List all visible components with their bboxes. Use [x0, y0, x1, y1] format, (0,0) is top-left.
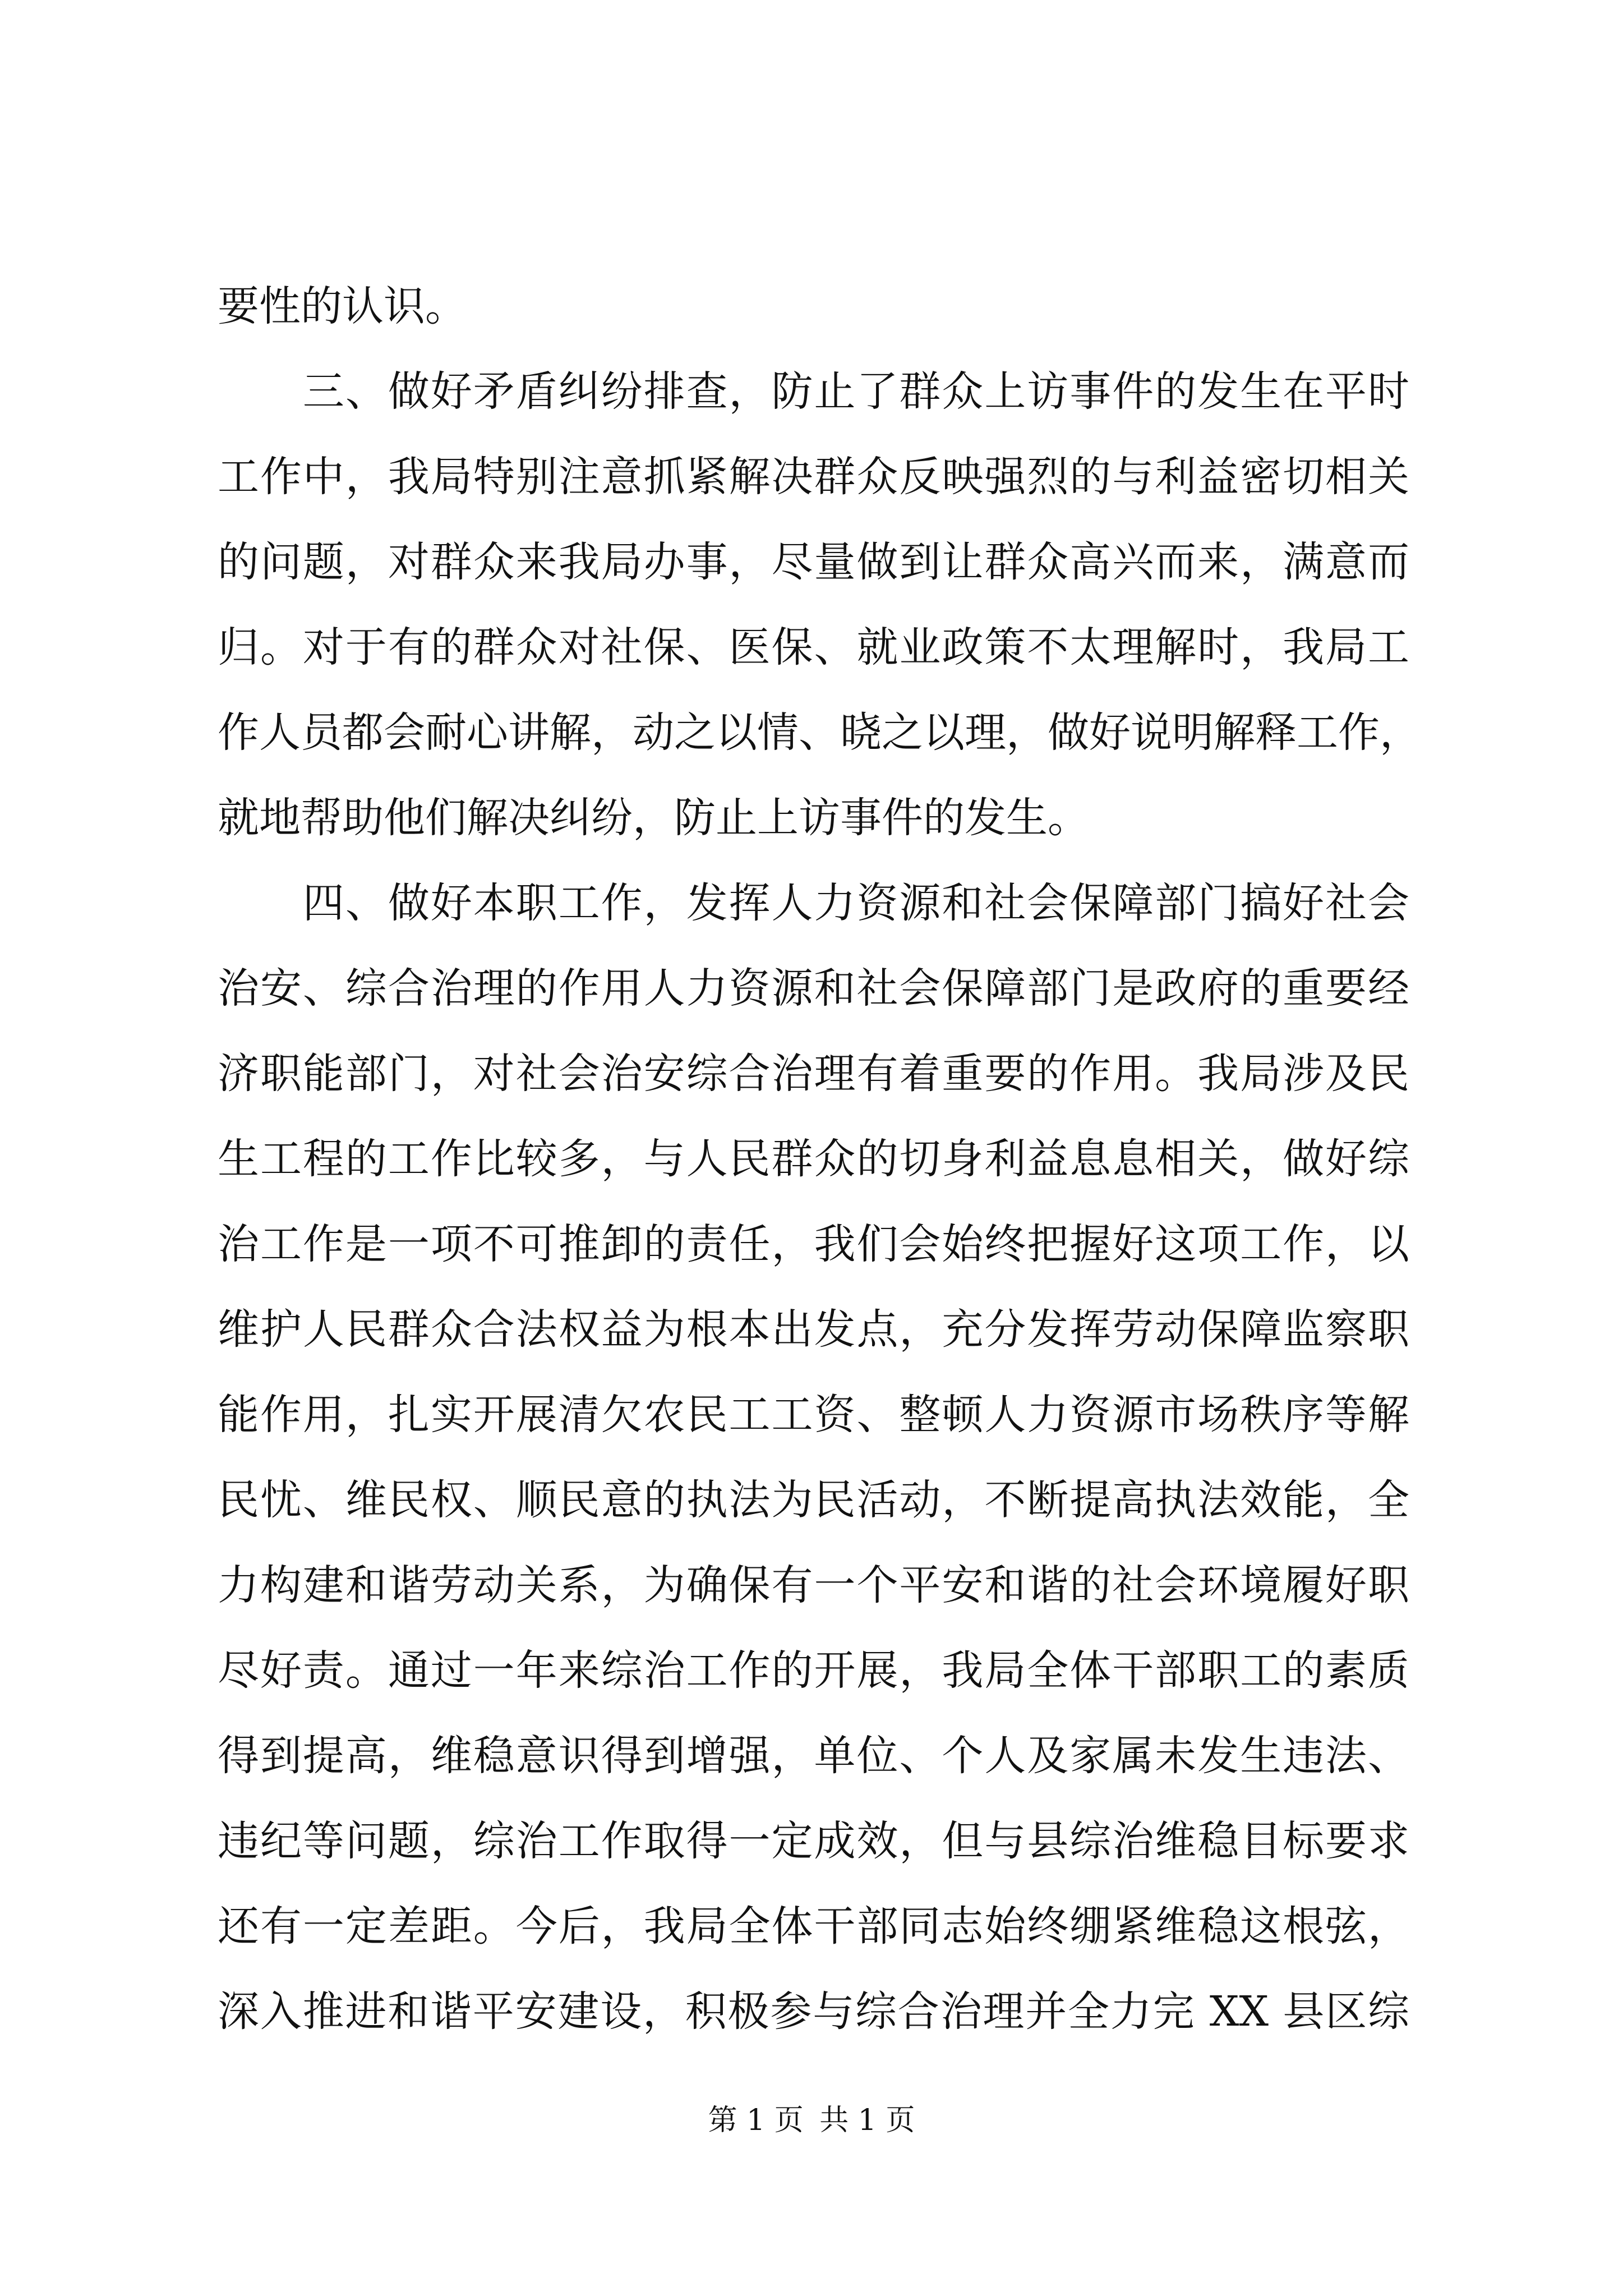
text-line: 还有一定差距。今后，我局全体干部同志始终绷紧维稳这根弦，	[218, 1902, 1409, 1950]
text-line: 维护人民群众合法权益为根本出发点，充分发挥劳动保障监察职	[218, 1305, 1409, 1354]
text-line: 作人员都会耐心讲解，动之以情、晓之以理，做好说明解释工作，	[218, 708, 1421, 757]
text-line: 的问题，对群众来我局办事，尽量做到让群众高兴而来，满意而	[218, 538, 1409, 586]
text-line: 就地帮助他们解决纠纷，防止上访事件的发生。	[218, 794, 1089, 842]
text-line: 工作中，我局特别注意抓紧解决群众反映强烈的与利益密切相关	[218, 453, 1409, 501]
text-line: 归。对于有的群众对社保、医保、就业政策不太理解时，我局工	[218, 623, 1409, 671]
text-line: 四、做好本职工作，发挥人力资源和社会保障部门搞好社会	[218, 879, 1409, 927]
text-line: 尽好责。通过一年来综治工作的开展，我局全体干部职工的素质	[218, 1646, 1409, 1695]
text-line: 济职能部门，对社会治安综合治理有着重要的作用。我局涉及民	[218, 1050, 1409, 1098]
text-line: 三、做好矛盾纠纷排查，防止了群众上访事件的发生在平时	[218, 367, 1409, 416]
body-text	[218, 264, 1421, 2054]
page-number: 第 1 页	[708, 2104, 804, 2137]
text-line: 要性的认识。	[218, 282, 467, 330]
text-line: 违纪等问题，综治工作取得一定成效，但与县综治维稳目标要求	[218, 1817, 1409, 1865]
text-line: 力构建和谐劳动关系，为确保有一个平安和谐的社会环境履好职	[218, 1561, 1409, 1609]
text-line: 生工程的工作比较多，与人民群众的切身利益息息相关，做好综	[218, 1135, 1409, 1183]
page-footer	[0, 2101, 1623, 2140]
text-line: 民忧、维民权、顺民意的执法为民活动，不断提高执法效能，全	[218, 1476, 1409, 1524]
text-line: 能作用，扎实开展清欠农民工工资、整顿人力资源市场秩序等解	[218, 1391, 1409, 1439]
text-line: 治安、综合治理的作用人力资源和社会保障部门是政府的重要经	[218, 964, 1409, 1013]
text-line: 得到提高，维稳意识得到增强，单位、个人及家属未发生违法、	[218, 1732, 1409, 1780]
text-line: 深入推进和谐平安建设，积极参与综合治理并全力完 XX 县区综	[218, 1987, 1409, 2036]
page-total: 共 1 页	[819, 2104, 915, 2137]
text-line: 治工作是一项不可推卸的责任，我们会始终把握好这项工作，以	[218, 1220, 1409, 1268]
